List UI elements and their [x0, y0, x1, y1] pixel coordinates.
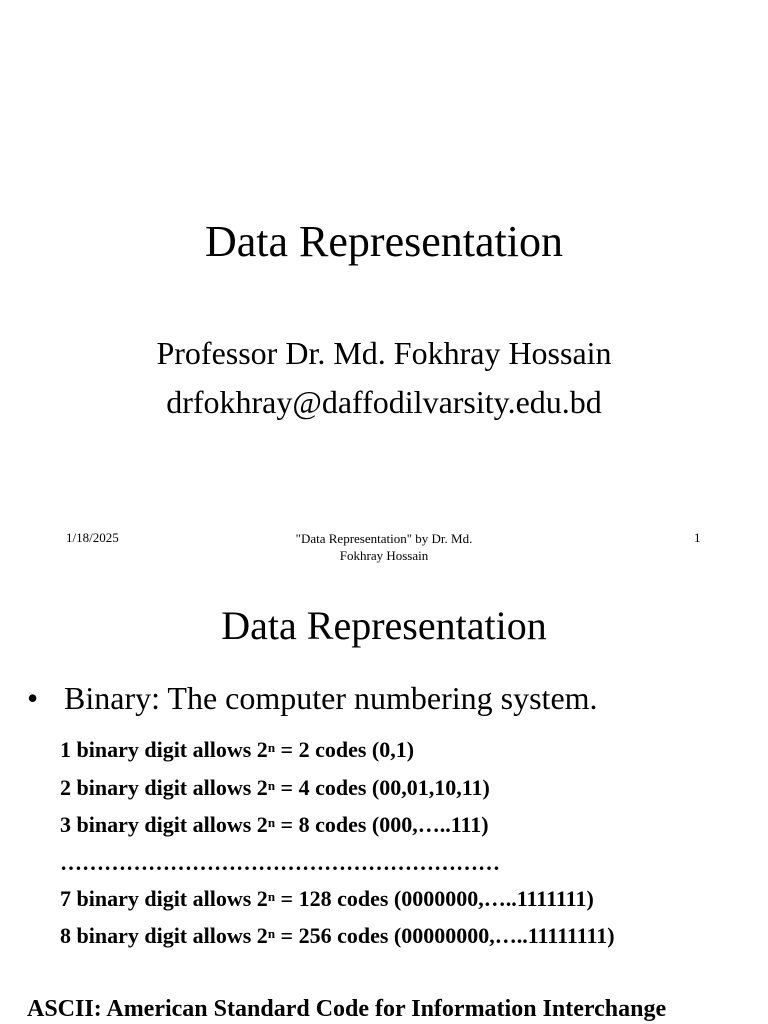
binary-line-text: 2 binary digit allows 2: [60, 775, 268, 800]
bullet-icon: •: [27, 680, 39, 716]
slide-title: Data Representation: [221, 603, 547, 648]
binary-line-text: = 8 codes (000,…..111): [275, 812, 489, 837]
binary-line-7: [60, 885, 594, 913]
binary-line-text: 8 binary digit allows 2: [60, 923, 268, 948]
author-email: drfokhray@daffodilvarsity.edu.bd: [166, 384, 602, 420]
binary-line-3: [60, 811, 489, 839]
exponent: n: [267, 926, 276, 941]
page-number: 1: [694, 530, 701, 545]
footer-caption-line-1: "Data Representation" by Dr. Md.: [295, 531, 473, 546]
footer-caption: [269, 530, 499, 564]
exponent: n: [267, 778, 276, 793]
footer-caption-line-2: Fokhray Hossain: [339, 548, 429, 563]
binary-line-1: [60, 736, 414, 764]
exponent: n: [267, 889, 276, 904]
author-name: Professor Dr. Md. Fokhray Hossain: [156, 335, 612, 371]
exponent: n: [267, 815, 276, 830]
binary-line-2: [60, 774, 490, 802]
binary-line-text: = 2 codes (0,1): [275, 737, 415, 762]
exponent: n: [267, 740, 276, 755]
binary-line-text: 1 binary digit allows 2: [60, 737, 268, 762]
binary-line-text: = 128 codes (0000000,…..1111111): [275, 886, 594, 911]
ellipsis-line: ……………………………………………………: [60, 850, 500, 875]
bullet-item: [27, 677, 598, 719]
binary-line-text: = 256 codes (00000000,…..11111111): [275, 923, 615, 948]
binary-line-text: 7 binary digit allows 2: [60, 886, 268, 911]
ascii-definition: ASCII: American Standard Code for Information Interchange: [27, 996, 667, 1022]
slide-title: Data Representation: [205, 217, 563, 266]
binary-line-8: [60, 922, 615, 950]
binary-line-text: 3 binary digit allows 2: [60, 812, 268, 837]
footer-date: 1/18/2025: [66, 530, 119, 545]
binary-line-text: = 4 codes (00,01,10,11): [275, 775, 490, 800]
bullet-text: Binary: The computer numbering system.: [64, 680, 598, 716]
